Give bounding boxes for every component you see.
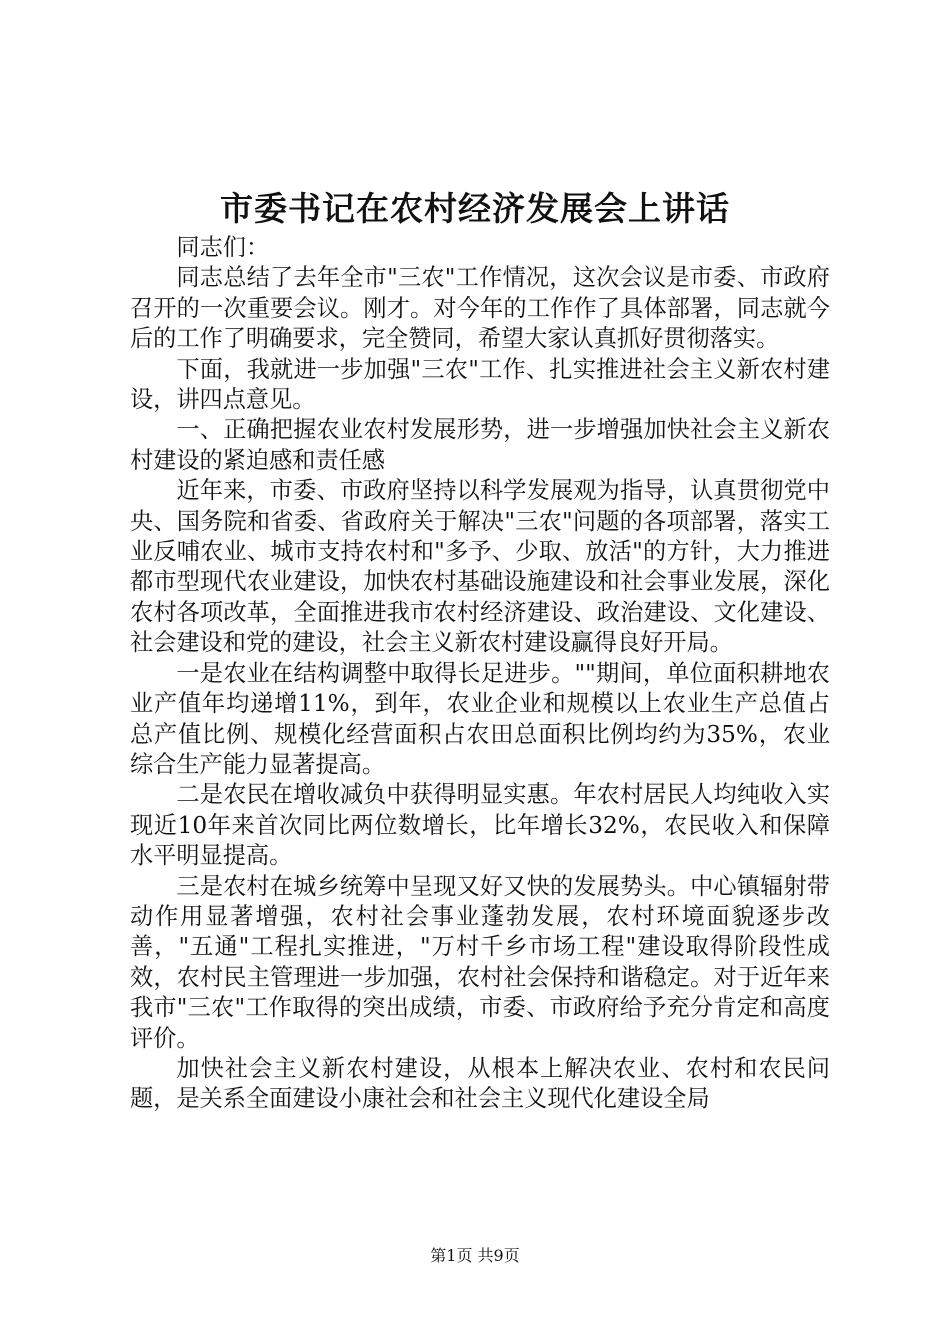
paragraph-salutation: 同志们： — [176, 234, 270, 261]
page-number: 第1页 共9页 — [430, 1246, 520, 1265]
paragraph: 同志总结了去年全市"三农"工作情况，这次会议是市委、市政府召开的一次重要会议。刚才。对今年的工作作了具体部署，同志就今后的工作了明确要求，完全赞同，希望大家认真抓好贯彻落实。 — [130, 264, 830, 353]
section-heading: 一、正确把握农业农村发展形势，进一步增强加快社会主义新农村建设的紧迫感和责任感 — [130, 416, 830, 474]
paragraph: 一是农业在结构调整中取得长足进步。""期间，单位面积耕地农业产值年均递增11%，到年，农业企业和规模以上农业生产总值占总产值比例、规模化经营面积占农田总面积比例均约为35%，农业综合生产能力显著提高。 — [130, 659, 830, 778]
document-body — [130, 233, 830, 1115]
paragraph: 加快社会主义新农村建设，从根本上解决农业、农村和农民问题，是关系全面建设小康社会和社会主义现代化建设全局 — [130, 1054, 830, 1113]
paragraph: 三是农村在城乡统筹中呈现又好又快的发展势头。中心镇辐射带动作用显著增强，农村社会事业蓬勃发展，农村环境面貌逐步改善，"五通"工程扎实推进，"万村千乡市场工程"建设取得阶段性成效，农村民主管理进一步加强，农村社会保持和谐稳定。对于近年来我市"三农"工作取得的突出成绩，市委、市政府给予充分肯定和高度评价。 — [130, 872, 830, 1052]
paragraph: 近年来，市委、市政府坚持以科学发展观为指导，认真贯彻党中央、国务院和省委、省政府关于解决"三农"问题的各项部署，落实工业反哺农业、城市支持农村和"多予、少取、放活"的方针，大力推进都市型现代农业建设，加快农村基础设施建设和社会事业发展，深化农村各项改革，全面推进我市农村经济建设、政治建设、文化建设、社会建设和党的建设，社会主义新农村建设赢得良好开局。 — [130, 477, 830, 657]
document-title: 市委书记在农村经济发展会上讲话 — [220, 189, 730, 228]
paragraph: 二是农民在增收减负中获得明显实惠。年农村居民人均纯收入实现近10年来首次同比两位数增长，比年增长32%，农民收入和保障水平明显提高。 — [130, 781, 830, 870]
paragraph: 下面，我就进一步加强"三农"工作、扎实推进社会主义新农村建设，讲四点意见。 — [130, 355, 830, 414]
